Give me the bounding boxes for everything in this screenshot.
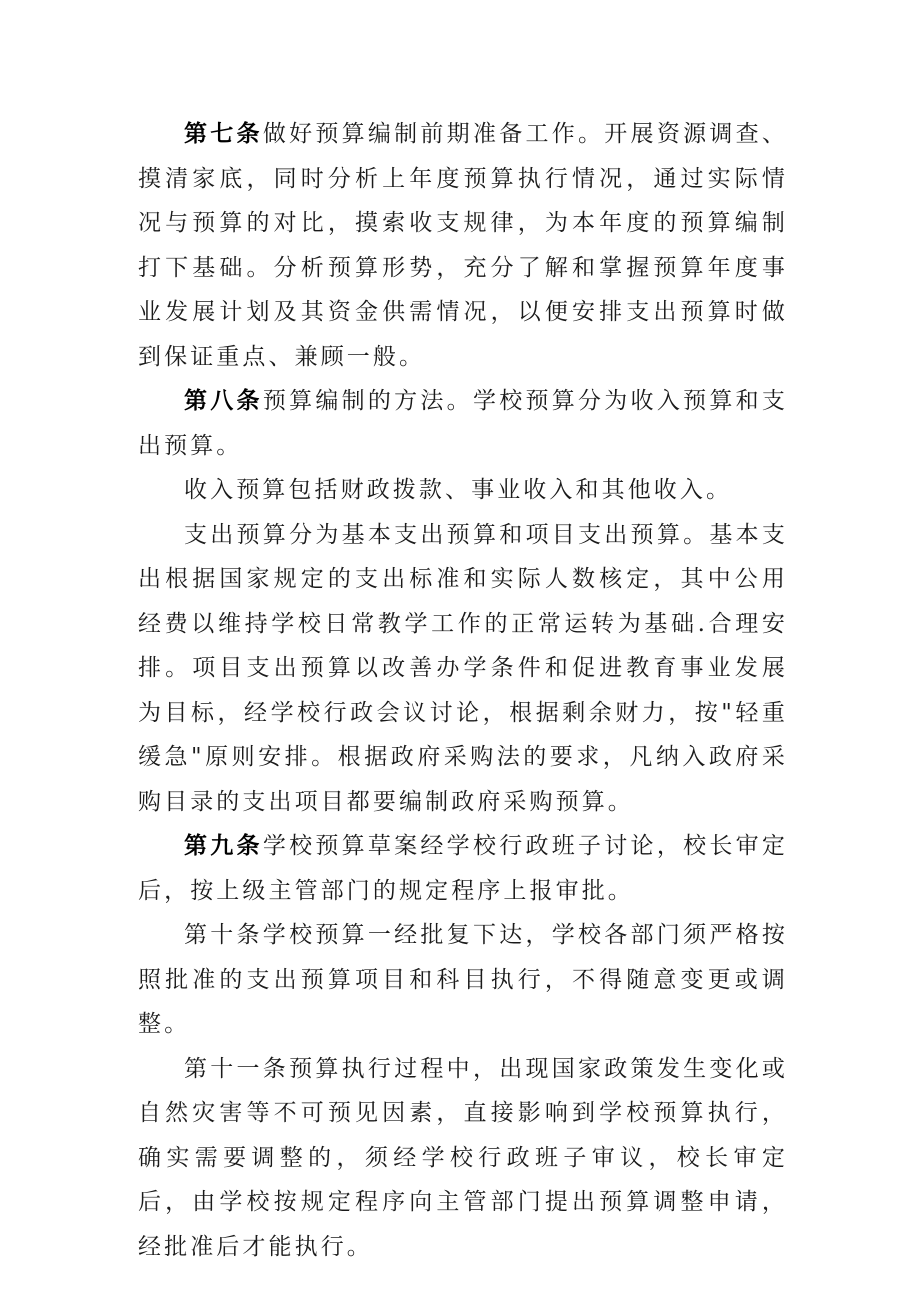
- paragraph-text: 第十一条预算执行过程中，出现国家政策发生变化或自然灾害等不可预见因素，直接影响到学校预算执行，确实需要调整的，须经学校行政班子审议，校长审定后，由学校按规定程序向主管部门提出预算调整申请，经批准后才能执行。: [138, 1055, 788, 1260]
- paragraph-text: 第十条学校预算一经批复下达，学校各部门须严格按照批准的支出预算项目和科目执行，不得随意变更或调整。: [138, 922, 788, 1037]
- paragraph-article-8: [138, 379, 788, 468]
- article-heading: 第七条: [184, 120, 263, 147]
- document-body: [138, 112, 788, 1269]
- paragraph-text: 做好预算编制前期准备工作。开展资源调查、摸清家底，同时分析上年度预算执行情况，通过实际情况与预算的对比，摸索收支规律，为本年度的预算编制打下基础。分析预算形势，充分了解和掌握预算年度事业发展计划及其资金供需情况，以便安排支出预算时做到保证重点、兼顾一般。: [138, 121, 788, 370]
- paragraph-text: 学校预算草案经学校行政班子讨论，校长审定后，按上级主管部门的规定程序上报审批。: [138, 833, 788, 904]
- paragraph-text: 支出预算分为基本支出预算和项目支出预算。基本支出根据国家规定的支出标准和实际人数核定，其中公用经费以维持学校日常教学工作的正常运转为基础.合理安排。项目支出预算以改善办学条件和促进教育事业发展为目标，经学校行政会议讨论，根据剩余财力，按"轻重缓急"原则安排。根据政府采购法的要求，凡纳入政府采购目录的支出项目都要编制政府采购预算。: [138, 521, 788, 815]
- paragraph-article-7: [138, 112, 788, 379]
- article-heading: 第九条: [184, 832, 263, 859]
- paragraph-article-10: [138, 913, 788, 1047]
- paragraph-article-11: [138, 1047, 788, 1270]
- paragraph-expenditure-budget: [138, 513, 788, 825]
- paragraph-income-budget: [138, 468, 788, 513]
- paragraph-text: 预算编制的方法。学校预算分为收入预算和支出预算。: [138, 388, 788, 459]
- article-heading: 第八条: [184, 387, 263, 414]
- paragraph-article-9: [138, 824, 788, 913]
- paragraph-text: 收入预算包括财政拨款、事业收入和其他收入。: [184, 477, 733, 503]
